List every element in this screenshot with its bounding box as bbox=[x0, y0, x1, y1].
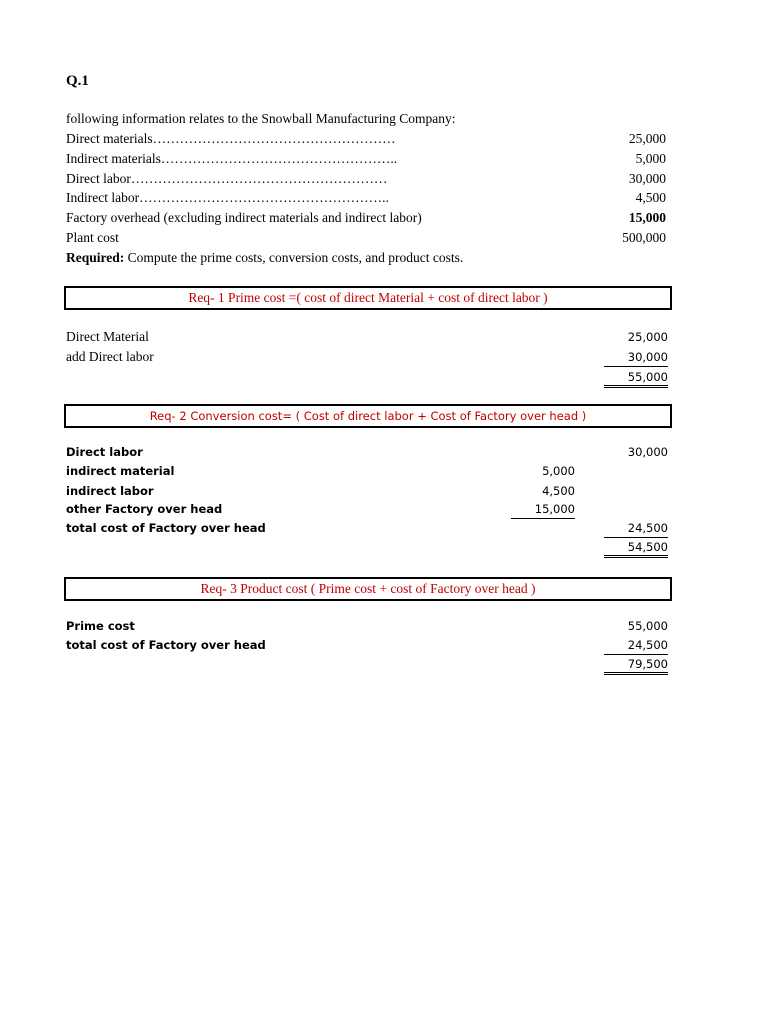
required-text: Compute the prime costs, conversion costs, and product costs. bbox=[124, 250, 464, 265]
req3-value-total-foh: 24,500 bbox=[604, 635, 668, 655]
req3-total: 79,500 bbox=[604, 654, 668, 675]
item-value-plant-cost: 500,000 bbox=[622, 230, 666, 245]
req2-label-other-foh: other Factory over head bbox=[66, 502, 223, 516]
item-value-factory-overhead: 15,000 bbox=[628, 210, 666, 225]
req3-value-prime-cost: 55,000 bbox=[627, 619, 668, 633]
req2-heading: Req- 2 Conversion cost= ( Cost of direct labor + Cost of Factory over head ) bbox=[64, 404, 672, 428]
req3-heading: Req- 3 Product cost ( Prime cost + cost of Factory over head ) bbox=[64, 577, 672, 601]
req1-value-direct-labor: 30,000 bbox=[604, 347, 668, 367]
req2-value-indirect-labor: 4,500 bbox=[542, 484, 575, 498]
item-label-direct-labor: Direct labor………………………………………………… bbox=[66, 171, 388, 186]
req1-label-direct-labor: add Direct labor bbox=[66, 349, 154, 364]
item-value-indirect-materials: 5,000 bbox=[635, 151, 666, 166]
required-label: Required: bbox=[66, 250, 125, 265]
req2-value-indirect-material: 5,000 bbox=[542, 464, 575, 478]
req2-value-other-foh: 15,000 bbox=[511, 499, 575, 519]
item-label-direct-materials: Direct materials……………………………………………… bbox=[66, 131, 396, 146]
req2-value-direct-labor: 30,000 bbox=[627, 445, 668, 459]
req2-label-direct-labor: Direct labor bbox=[66, 445, 143, 459]
item-label-indirect-materials: Indirect materials…………………………………………….. bbox=[66, 151, 398, 166]
req1-total: 55,000 bbox=[604, 367, 668, 388]
question-title: Q.1 bbox=[66, 73, 89, 89]
req3-label-prime-cost: Prime cost bbox=[66, 619, 135, 633]
item-value-direct-materials: 25,000 bbox=[628, 131, 666, 146]
item-value-direct-labor: 30,000 bbox=[628, 171, 666, 186]
item-label-indirect-labor: Indirect labor……………………………………………….. bbox=[66, 190, 389, 205]
req2-label-indirect-labor: indirect labor bbox=[66, 484, 154, 498]
intro-text: following information relates to the Snowball Manufacturing Company: bbox=[66, 111, 456, 126]
req2-value-total-foh: 24,500 bbox=[604, 518, 668, 538]
req1-label-direct-material: Direct Material bbox=[66, 329, 149, 344]
req1-value-direct-material: 25,000 bbox=[627, 330, 668, 344]
req3-label-total-foh: total cost of Factory over head bbox=[66, 638, 266, 652]
item-label-factory-overhead: Factory overhead (excluding indirect materials and indirect labor) bbox=[66, 210, 422, 225]
req2-label-total-foh: total cost of Factory over head bbox=[66, 521, 266, 535]
item-value-indirect-labor: 4,500 bbox=[635, 190, 666, 205]
item-label-plant-cost: Plant cost bbox=[66, 230, 119, 245]
req2-total: 54,500 bbox=[604, 537, 668, 558]
required-line bbox=[66, 248, 463, 268]
req1-heading: Req- 1 Prime cost =( cost of direct Material + cost of direct labor ) bbox=[64, 286, 672, 310]
req2-label-indirect-material: indirect material bbox=[66, 464, 175, 478]
